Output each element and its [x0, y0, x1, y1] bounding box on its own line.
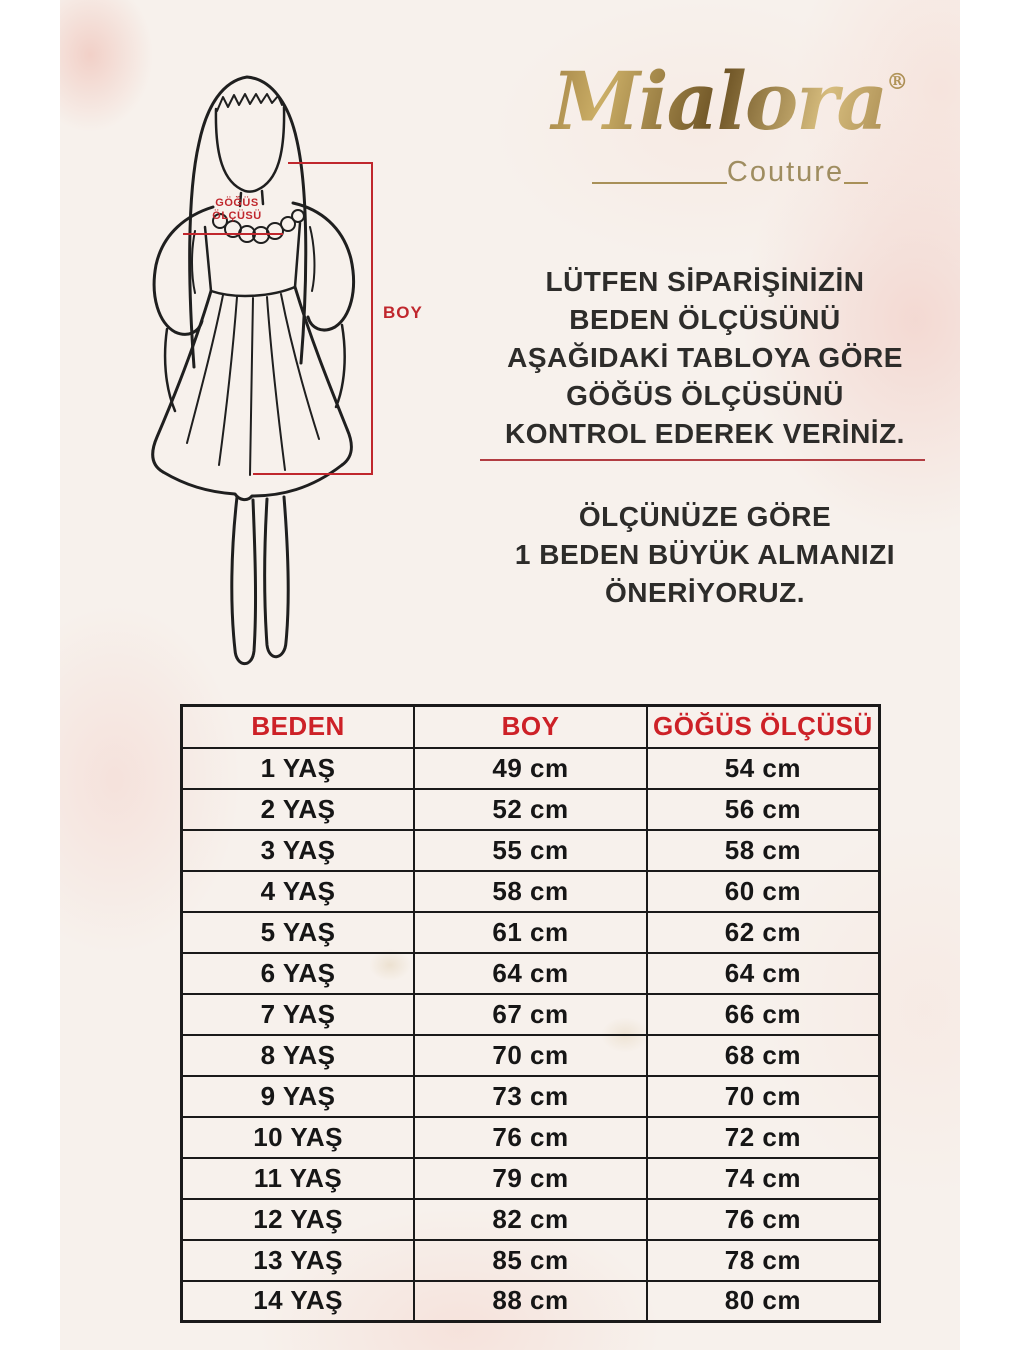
size-table-cell: 73 cm — [414, 1076, 647, 1117]
size-table-cell: 60 cm — [647, 871, 880, 912]
size-table-cell: 88 cm — [414, 1281, 647, 1322]
size-table-cell: 66 cm — [647, 994, 880, 1035]
size-table-cell: 64 cm — [414, 953, 647, 994]
size-table-cell: 67 cm — [414, 994, 647, 1035]
chest-measure-line — [183, 233, 283, 235]
red-divider-line — [480, 459, 925, 461]
size-table-cell: 54 cm — [647, 748, 880, 789]
size-table-row — [182, 871, 880, 912]
size-table-cell: 72 cm — [647, 1117, 880, 1158]
size-table-cell: 4 YAŞ — [182, 871, 415, 912]
size-table-row — [182, 994, 880, 1035]
size-table-cell: 58 cm — [414, 871, 647, 912]
girl-dress-sketch — [95, 45, 425, 675]
size-table-row — [182, 1158, 880, 1199]
size-table-row — [182, 748, 880, 789]
size-table-row — [182, 830, 880, 871]
chest-label-line1: GÖĞÜS — [215, 197, 259, 209]
size-table-row — [182, 912, 880, 953]
brand-logo — [520, 28, 940, 187]
size-table-cell: 49 cm — [414, 748, 647, 789]
instruction-line: AŞAĞIDAKİ TABLOYA GÖRE — [507, 342, 903, 373]
size-table-cell: 62 cm — [647, 912, 880, 953]
size-table-cell: 68 cm — [647, 1035, 880, 1076]
size-table-row — [182, 1281, 880, 1322]
size-table-cell: 85 cm — [414, 1240, 647, 1281]
size-table-cell: 5 YAŞ — [182, 912, 415, 953]
size-table-cell: 82 cm — [414, 1199, 647, 1240]
instruction-line: BEDEN ÖLÇÜSÜNÜ — [569, 304, 841, 335]
size-table-cell: 78 cm — [647, 1240, 880, 1281]
height-bracket-bottom-line — [253, 473, 373, 475]
size-table-row — [182, 1076, 880, 1117]
size-table-cell: 76 cm — [647, 1199, 880, 1240]
instruction-line: 1 BEDEN BÜYÜK ALMANIZI — [514, 539, 896, 570]
size-table-row — [182, 953, 880, 994]
instruction-paragraph-2 — [450, 498, 960, 612]
size-table-cell: 9 YAŞ — [182, 1076, 415, 1117]
brand-subtitle: Couture — [726, 156, 845, 188]
instruction-line: GÖĞÜS ÖLÇÜSÜNÜ — [566, 380, 844, 411]
size-table — [180, 704, 881, 1323]
instruction-line: KONTROL EDEREK VERİNİZ. — [505, 418, 905, 449]
chest-measure-label — [187, 197, 287, 223]
size-table-row — [182, 1035, 880, 1076]
size-table-cell: 3 YAŞ — [182, 830, 415, 871]
size-table-cell: 61 cm — [414, 912, 647, 953]
size-table-cell: 11 YAŞ — [182, 1158, 415, 1199]
size-guide-figure — [95, 45, 425, 675]
size-table-head — [182, 706, 880, 748]
instruction-line: ÖLÇÜNÜZE GÖRE — [578, 501, 832, 532]
size-table-row — [182, 1117, 880, 1158]
size-table-cell: 52 cm — [414, 789, 647, 830]
height-bracket-vertical-line — [371, 162, 373, 475]
size-table-cell: 80 cm — [647, 1281, 880, 1322]
size-table-cell: 56 cm — [647, 789, 880, 830]
chest-label-line2: ÖLÇÜSÜ — [212, 210, 262, 222]
size-table-cell: 1 YAŞ — [182, 748, 415, 789]
brand-name — [520, 28, 940, 155]
instruction-line: LÜTFEN SİPARİŞİNİZİN — [545, 266, 865, 297]
brand-subtitle-row — [520, 157, 940, 187]
size-table-cell: 58 cm — [647, 830, 880, 871]
size-table-cell: 64 cm — [647, 953, 880, 994]
size-table-cell: 7 YAŞ — [182, 994, 415, 1035]
size-table-cell: 14 YAŞ — [182, 1281, 415, 1322]
size-table-row — [182, 789, 880, 830]
size-table-cell: 8 YAŞ — [182, 1035, 415, 1076]
size-table-cell: 6 YAŞ — [182, 953, 415, 994]
size-table-cell: 74 cm — [647, 1158, 880, 1199]
registered-mark: ® — [886, 69, 909, 95]
size-table-row — [182, 1240, 880, 1281]
size-table-header-cell: BOY — [414, 706, 647, 748]
size-table-cell: 70 cm — [647, 1076, 880, 1117]
size-table-header-cell: BEDEN — [182, 706, 415, 748]
height-measure-label: BOY — [383, 303, 423, 322]
instruction-line: ÖNERİYORUZ. — [605, 577, 805, 608]
size-table-cell: 55 cm — [414, 830, 647, 871]
size-table-cell: 12 YAŞ — [182, 1199, 415, 1240]
size-table-cell: 2 YAŞ — [182, 789, 415, 830]
height-bracket-top-line — [288, 162, 372, 164]
subtitle-underline-right — [844, 182, 868, 184]
size-table-cell: 79 cm — [414, 1158, 647, 1199]
size-table-cell: 13 YAŞ — [182, 1240, 415, 1281]
size-table-row — [182, 1199, 880, 1240]
size-table-header-cell: GÖĞÜS ÖLÇÜSÜ — [647, 706, 880, 748]
size-table-body — [182, 748, 880, 1322]
brand-name-text: Mialora — [551, 54, 887, 148]
subtitle-underline-left — [592, 182, 727, 184]
size-table-cell: 70 cm — [414, 1035, 647, 1076]
size-table-header-row — [182, 706, 880, 748]
size-table-cell: 10 YAŞ — [182, 1117, 415, 1158]
size-table-cell: 76 cm — [414, 1117, 647, 1158]
instruction-paragraph-1 — [450, 263, 960, 453]
